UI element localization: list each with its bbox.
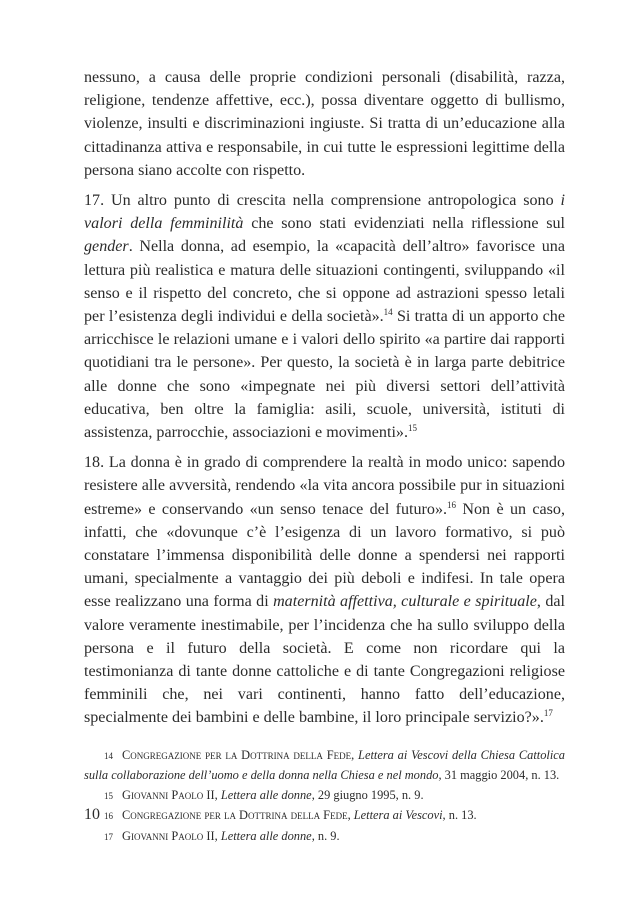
text-run: 18. La donna è in grado di comprendere la realtà in modo unico: sapendo resistere alle avversità, rendendo «la vita ancora possibile pur in situazioni estreme» e conservando «un senso tenace del futuro». bbox=[84, 454, 565, 518]
footnote-number: 17 bbox=[104, 832, 113, 843]
page-body bbox=[84, 66, 565, 848]
author-name: Giovanni Paolo II bbox=[122, 829, 215, 844]
footnote-14 bbox=[84, 746, 565, 786]
footnote-ref: 17 bbox=[543, 708, 553, 719]
footnote-ref: 16 bbox=[447, 499, 457, 510]
footnote-17 bbox=[84, 827, 565, 848]
text-run: 17. Un altro punto di crescita nella comprensione antropologica sono bbox=[84, 192, 561, 210]
text-run: , bbox=[347, 808, 354, 823]
text-run: , 29 giugno 1995, n. 9. bbox=[311, 787, 424, 802]
footnotes bbox=[84, 746, 565, 848]
paragraph-17 bbox=[84, 189, 565, 444]
text-run: nessuno, a causa delle proprie condizioni personali (disabilità, razza, religione, tendenze affettive, ecc.), possa diventare oggetto di bullismo, violenze, insulti e discriminazioni ingiuste. Si tratta di un’educazione alla cittadinanza attiva e responsabile, in cui tutte le espressioni legittime della persona siano accolte con rispetto. bbox=[84, 69, 565, 179]
italic-text: maternità affettiva, culturale e spirituale bbox=[273, 593, 537, 611]
paragraph-18 bbox=[84, 451, 565, 729]
main-text bbox=[84, 66, 565, 730]
text-run: n. 13. bbox=[445, 808, 477, 823]
text-run: Si tratta di un apporto che arricchisce le relazioni umane e i valori dello spirito «a partire dai rapporti quotidiani tra le persone». Per questo, la società è in larga parte debitrice alle donne che sono «impegnate nei più diversi settori dell’attività educativa, ben oltre la famiglia: asili, scuole, università, istituti di assistenza, parrocchie, associazioni e movimenti». bbox=[84, 308, 565, 442]
paragraph-continuation bbox=[84, 66, 565, 182]
footnote-16 bbox=[84, 806, 565, 827]
footnote-number: 14 bbox=[104, 750, 113, 761]
text-run: Non è un caso, infatti, che «dovunque c’è l’esigenza di un lavoro formativo, si può constatare l’immensa disponibilità delle donne a spendersi nei rapporti umani, specialmente a vantaggio dei più deboli e indifesi. In tale opera esse realizzano una forma di bbox=[84, 500, 565, 611]
author-name: Congregazione per la Dottrina della Fede bbox=[122, 747, 352, 762]
text-run: che sono stati evidenziati nella riflessione sul bbox=[243, 215, 565, 233]
footnote-number: 15 bbox=[104, 790, 113, 801]
italic-text: i valori della femminilità bbox=[84, 192, 565, 233]
author-name: Giovanni Paolo II bbox=[122, 787, 215, 802]
text-run: . Nella donna, ad esempio, la «capacità dell’altro» favorisce una lettura più realistica e matura delle situazioni contingenti, sviluppando «il senso e il rispetto del concreto, che si oppone ad astrazioni spesso letali per l’esistenza degli individui e della società». bbox=[84, 238, 565, 326]
italic-text: Lettera ai Vescovi della Chiesa Cattolica sulla collaborazione dell’uomo e della donna nella Chiesa e nel mondo, bbox=[84, 747, 565, 783]
footnote-ref: 14 bbox=[383, 307, 393, 318]
footnote-15 bbox=[84, 786, 565, 807]
text-run: , n. 9. bbox=[311, 829, 340, 844]
author-name: Congregazione per la Dottrina della Fede bbox=[122, 808, 348, 823]
text-run: , bbox=[214, 787, 221, 802]
text-run: 31 maggio 2004, n. 13. bbox=[441, 768, 560, 783]
footnote-number: 16 bbox=[104, 811, 113, 822]
page-number: 10 bbox=[84, 806, 100, 823]
text-run: , bbox=[214, 829, 221, 844]
text-run: , dal valore veramente inestimabile, per l’incidenza che ha sullo sviluppo della persona e il futuro della società. E come non ricordare qui la testimonianza di tante donne cattoliche e di tante Congregazioni religiose femminili che, nei vari continenti, hanno fatto dell’educazione, specialmente dei bambini e delle bambine, il loro principale servizio?». bbox=[84, 593, 565, 727]
italic-text: gender bbox=[84, 238, 129, 256]
text-run: , bbox=[351, 747, 359, 762]
italic-text: Lettera ai Vescovi, bbox=[353, 808, 446, 823]
footnote-ref: 15 bbox=[408, 423, 417, 434]
italic-text: Lettera alle donne bbox=[220, 829, 312, 844]
italic-text: Lettera alle donne bbox=[220, 787, 312, 802]
